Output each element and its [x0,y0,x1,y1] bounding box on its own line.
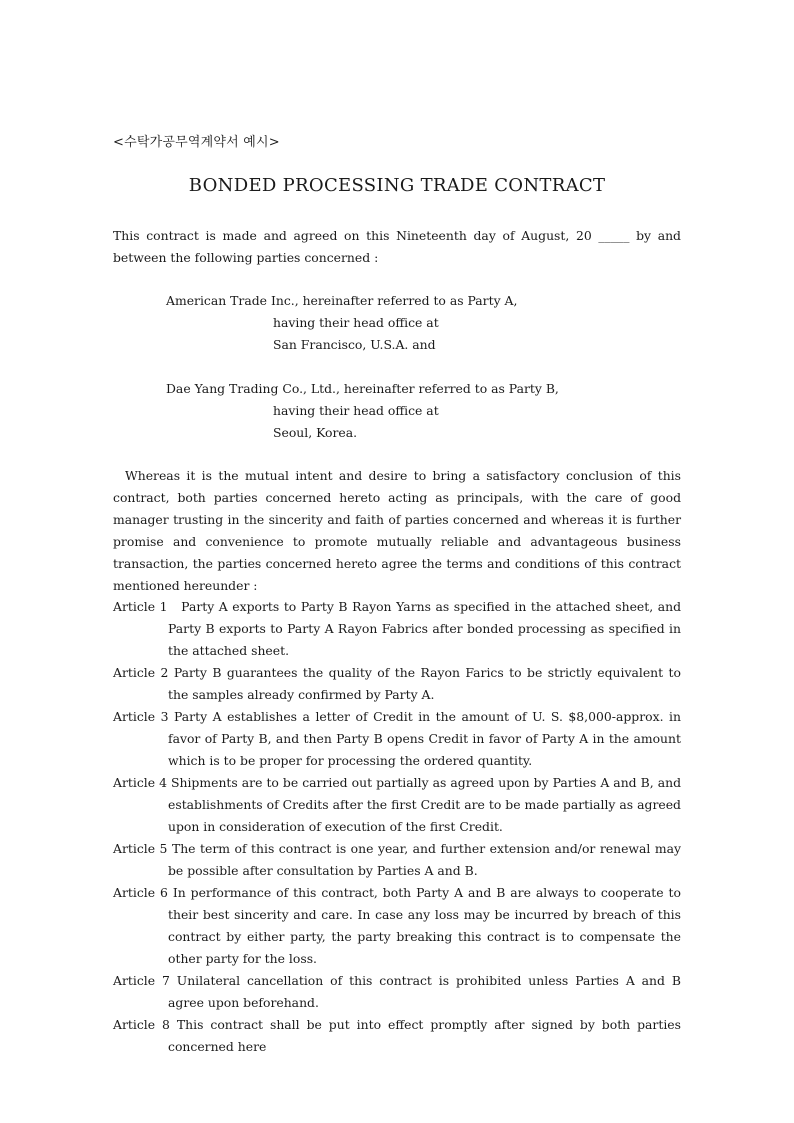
article-text: Shipments are to be carried out partially as agreed upon by Parties A and B, and establishments of Credits after the first Credit are to be made partially as agreed upon in consideration of execution of the first Credit. [168,775,681,834]
article-5 [113,838,682,882]
party-b-line-1: Dae Yang Trading Co., Ltd., hereinafter referred to as Party B, [166,381,559,396]
party-a-line-3: San Francisco, U.S.A. and [273,337,436,352]
article-8 [113,1014,681,1058]
article-label: Article 7 [113,973,170,988]
article-label: Article 2 [113,665,169,680]
party-a-line-1: American Trade Inc., hereinafter referred to as Party A, [166,293,518,308]
party-b-line-3: Seoul, Korea. [273,425,358,440]
article-label: Article 8 [113,1017,170,1032]
article-label: Article 4 [113,775,167,790]
article-6 [113,882,681,970]
article-label: Article 3 [113,709,169,724]
article-1 [113,596,682,662]
whereas-paragraph: Whereas it is the mutual intent and desire to bring a satisfactory conclusion of this contract, both parties concerned hereto acting as principals, with the care of good manager trusting in the sincerity and faith of parties concerned and whereas it is further promise and convenience to promote mutually reliable and advantageous business transaction, the parties concerned hereto agree the terms and conditions of this contract mentioned hereunder : [113,468,681,593]
document-caption: <수탁가공무역계약서 예시> [113,135,280,150]
article-label: Article 6 [113,885,168,900]
article-text: Party A exports to Party B Rayon Yarns as specified in the attached sheet, and Party B exports to Party A Rayon Fabrics after bonded processing as specified in the attached sheet. [168,599,682,658]
intro-paragraph: This contract is made and agreed on this Nineteenth day of August, 20 _____ by and between the following parties concerned : [113,228,681,265]
article-text: In performance of this contract, both Party A and B are always to cooperate to their best sincerity and care. In case any loss may be incurred by breach of this contract by either party, the party breaking this contract is to compensate the other party for the loss. [168,885,681,966]
article-label: Article 5 [113,841,168,856]
article-2 [113,662,681,706]
party-a-line-2: having their head office at [273,315,439,330]
article-text: Party B guarantees the quality of the Rayon Farics to be strictly equivalent to the samples already confirmed by Party A. [168,665,681,702]
party-b-line-2: having their head office at [273,403,439,418]
article-text: Party A establishes a letter of Credit in the amount of U. S. $8,000-approx. in favor of Party B, and then Party B opens Credit in favor of Party A in the amount which is to be proper for processing the ordered quantity. [168,709,681,768]
article-text: The term of this contract is one year, and further extension and/or renewal may be possible after consultation by Parties A and B. [168,841,682,878]
article-7 [113,970,681,1014]
article-text: Unilateral cancellation of this contract is prohibited unless Parties A and B agree upon beforehand. [168,973,681,1010]
article-label: Article 1 [113,599,168,614]
contract-title: BONDED PROCESSING TRADE CONTRACT [188,175,606,196]
article-4 [113,772,681,838]
article-3 [113,706,681,772]
article-text: This contract shall be put into effect promptly after signed by both parties concerned here [168,1017,681,1054]
articles-list [113,596,681,1058]
